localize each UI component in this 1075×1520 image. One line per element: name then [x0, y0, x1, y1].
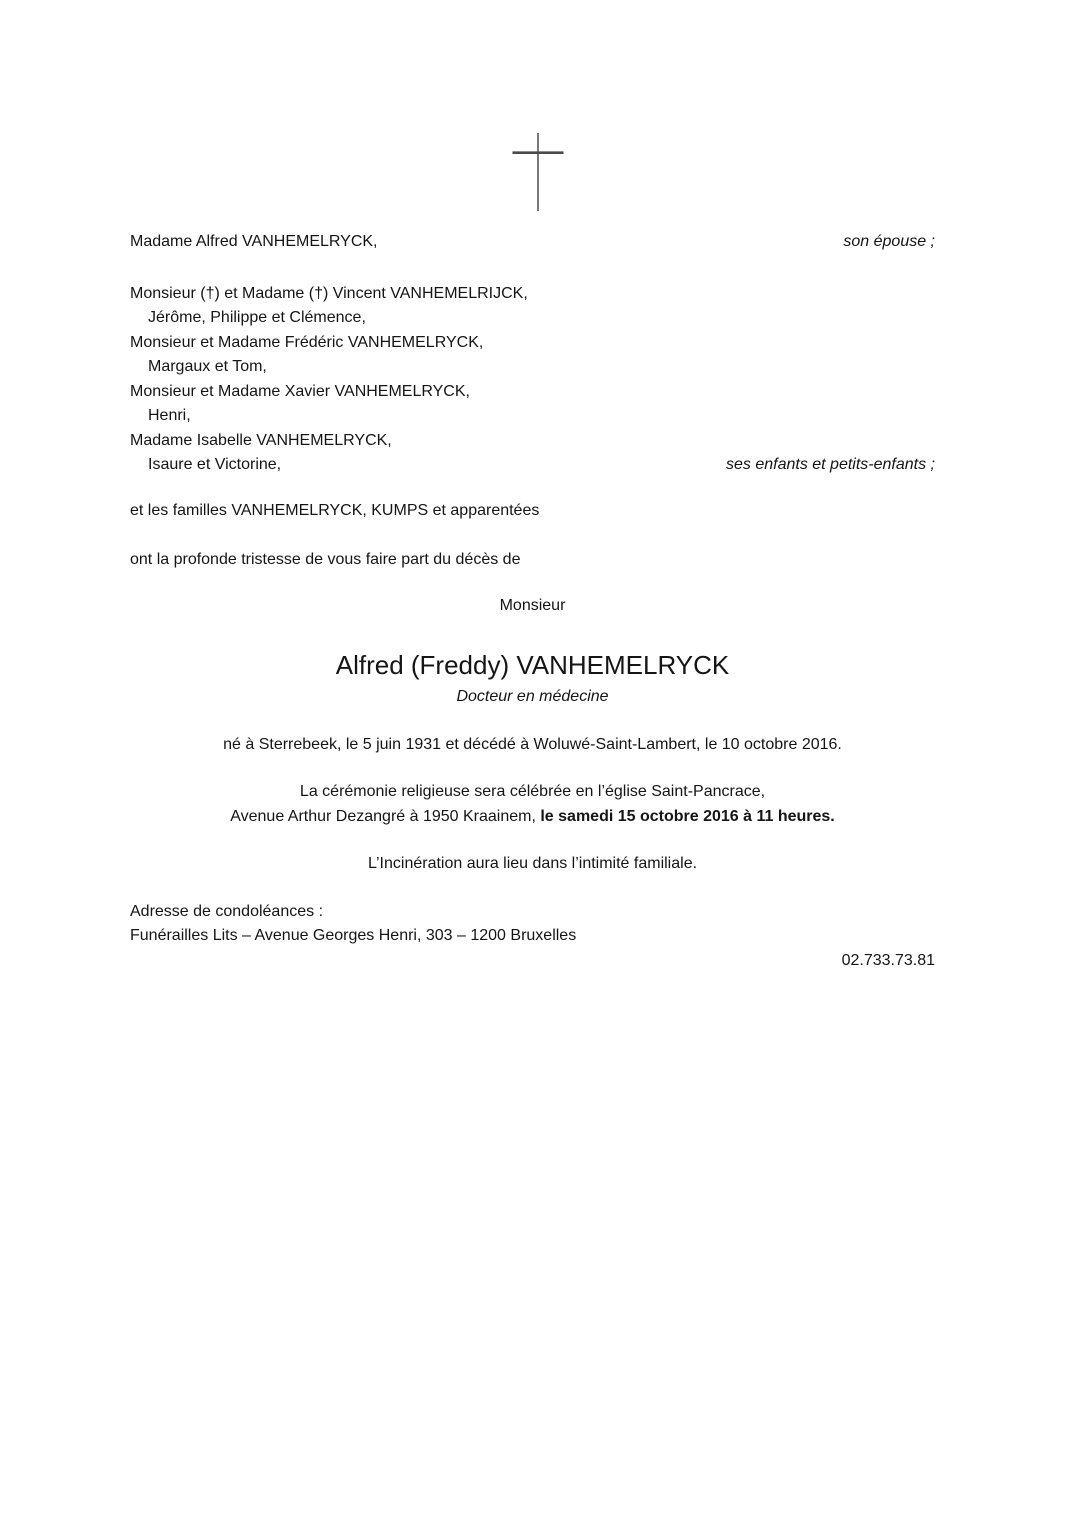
- family-member-line: Monsieur et Madame Xavier VANHEMELRYCK,: [130, 382, 470, 400]
- deceased-name: Alfred (Freddy) VANHEMELRYCK: [335, 650, 730, 680]
- ceremony-address: Avenue Arthur Dezangré à 1950 Kraainem,: [230, 807, 541, 825]
- phone-number: 02.733.73.81: [841, 951, 935, 969]
- ceremony-line-2: [130, 805, 935, 830]
- cross-container: [0, 0, 1075, 211]
- ceremony-datetime: le samedi 15 octobre 2016 à 11 heures.: [540, 807, 835, 825]
- family-member-line: Madame Isabelle VANHEMELRYCK,: [130, 431, 392, 449]
- condolence-label: Adresse de condoléances :: [130, 902, 324, 920]
- birth-death-line: né à Sterrebeek, le 5 juin 1931 et décédé à Woluwé-Saint-Lambert, le 10 octobre 2016.: [223, 735, 842, 753]
- family-member-line: Monsieur et Madame Frédéric VANHEMELRYCK,: [130, 333, 484, 351]
- deceased-title: Docteur en médecine: [456, 688, 609, 705]
- family-relation: ses enfants et petits-enfants ;: [725, 456, 935, 473]
- family-member-line: Monsieur (†) et Madame (†) Vincent VANHEMELRIJCK,: [130, 284, 528, 302]
- family-children-line: Henri,: [148, 407, 191, 424]
- family-children-line: Isaure et Victorine,: [148, 456, 282, 473]
- sorrow-line: ont la profonde tristesse de vous faire part du décès de: [130, 551, 521, 568]
- family-block: [130, 282, 935, 478]
- spouse-name: Madame Alfred VANHEMELRYCK,: [130, 233, 378, 250]
- salutation: Monsieur: [499, 596, 566, 614]
- spouse-row: [130, 230, 935, 255]
- condolences-block: [130, 900, 935, 974]
- condolence-address: Funérailles Lits – Avenue Georges Henri, 303 – 1200 Bruxelles: [130, 927, 577, 944]
- ceremony-line-1: La cérémonie religieuse sera célébrée en l’église Saint-Pancrace,: [299, 783, 766, 800]
- extended-families-line: et les familles VANHEMELRYCK, KUMPS et apparentées: [130, 501, 540, 519]
- grandchildren-row: [130, 453, 935, 478]
- family-children-line: Jérôme, Philippe et Clémence,: [148, 309, 366, 326]
- latin-cross-icon: [512, 133, 564, 211]
- spouse-relation: son épouse ;: [843, 233, 935, 250]
- notice-content: [0, 230, 1075, 973]
- cremation-line: L’Incinération aura lieu dans l’intimité familiale.: [367, 855, 698, 872]
- family-children-line: Margaux et Tom,: [148, 358, 267, 375]
- ceremony-block: [130, 780, 935, 829]
